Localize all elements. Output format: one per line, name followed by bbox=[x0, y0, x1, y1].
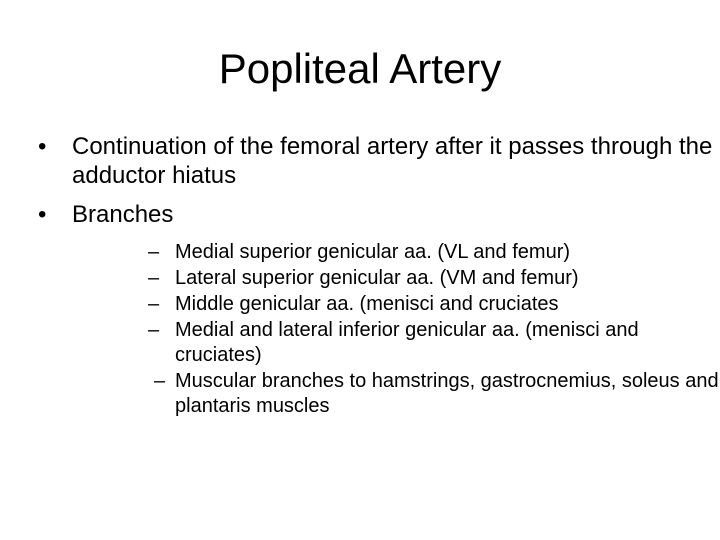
bullet-item-branches bbox=[0, 200, 720, 419]
bullet-marker: • bbox=[38, 133, 47, 160]
bullet-text: Continuation of the femoral artery after it passes through the adductor hiatus bbox=[72, 133, 713, 189]
sub-bullet-item bbox=[72, 292, 720, 317]
sub-bullet-list bbox=[72, 240, 720, 419]
bullet-marker: • bbox=[38, 201, 47, 228]
dash-marker: – bbox=[154, 370, 166, 392]
bullet-item-continuation bbox=[0, 132, 720, 190]
dash-marker: – bbox=[148, 319, 160, 341]
bullet-list bbox=[0, 132, 720, 429]
slide-title: Popliteal Artery bbox=[218, 45, 502, 92]
sub-bullet-item bbox=[72, 369, 720, 419]
dash-marker: – bbox=[148, 241, 160, 263]
dash-marker: – bbox=[148, 293, 160, 315]
sub-bullet-text: Middle genicular aa. (menisci and cruciates bbox=[175, 293, 559, 315]
sub-bullet-item bbox=[72, 240, 720, 265]
sub-bullet-text: Muscular branches to hamstrings, gastrocnemius, soleus and plantaris muscles bbox=[175, 370, 719, 417]
sub-bullet-text: Medial and lateral inferior genicular aa. (menisci and cruciates) bbox=[175, 319, 639, 366]
sub-bullet-text: Lateral superior genicular aa. (VM and femur) bbox=[175, 267, 579, 289]
bullet-text: Branches bbox=[72, 201, 174, 228]
dash-marker: – bbox=[148, 267, 160, 289]
sub-bullet-item bbox=[72, 318, 720, 368]
sub-bullet-text: Medial superior genicular aa. (VL and femur) bbox=[175, 241, 571, 263]
sub-bullet-item bbox=[72, 266, 720, 291]
